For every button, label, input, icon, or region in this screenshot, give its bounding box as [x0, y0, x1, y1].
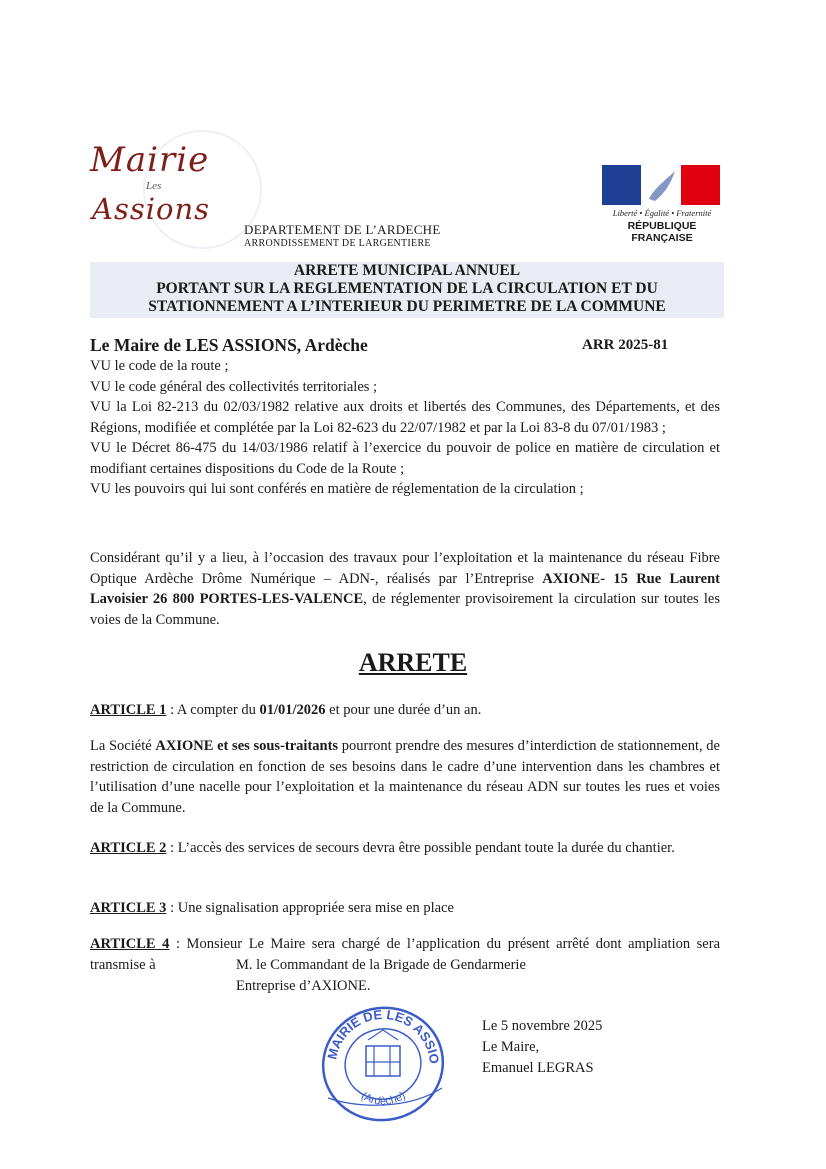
company-name: AXIONE et ses sous-traitants	[155, 738, 339, 754]
mairie-stamp	[318, 1000, 448, 1125]
signature-block	[482, 1016, 602, 1079]
logo-word-mairie: Mairie	[90, 140, 210, 180]
mairie-logo	[88, 140, 211, 235]
recipient: Entreprise d’AXIONE.	[236, 978, 371, 994]
authorization-paragraph	[90, 736, 720, 818]
signature-name: Emanuel LEGRAS	[482, 1060, 594, 1076]
paragraph-text-end: pourront prendre des mesures d’interdiction de stationnement, de restriction de circulation en fonction de ses besoins dans le cadre d’une intervention dans les chambres et l’utilisation d’une nacelle pour l’exploitation et la maintenance du réseau ADN sur toutes les rues et voies de la Commune.	[90, 738, 720, 816]
article-1-text-end: et pour une durée d’un an.	[325, 702, 482, 718]
signature-role: Le Maire,	[482, 1039, 540, 1055]
republic-motto: Liberté • Égalité • Fraternité	[612, 208, 712, 218]
arrondissement-name: ARRONDISSEMENT DE LARGENTIERE	[244, 238, 431, 249]
logo-word-assions: Assions	[92, 192, 211, 226]
article-3-label: ARTICLE 3	[90, 900, 167, 916]
article-1-text: : A compter du	[166, 702, 260, 718]
title-line-1: ARRETE MUNICIPAL ANNUEL	[293, 262, 521, 279]
logo-word-les: Les	[146, 180, 162, 192]
republic-name: RÉPUBLIQUE FRANÇAISE	[627, 220, 697, 244]
decree-heading: ARRETE	[358, 648, 468, 677]
title-line-2: PORTANT SUR LA REGLEMENTATION DE LA CIRCULATION ET DU	[156, 280, 658, 297]
paragraph-text: La Société	[90, 738, 156, 754]
vu-item: VU la Loi 82-213 du 02/03/1982 relative aux droits et libertés des Communes, des Départements, et des Régions, modifiée et complétée par la Loi 82-623 du 22/07/1982 et par la Loi 83-8 du 07/01/1983 ;	[90, 399, 720, 436]
article-3	[90, 898, 720, 919]
vu-item: VU le Décret 86-475 du 14/03/1986 relatif à l’exercice du pouvoir de police en matière de circulation et modifiant certaines dispositions du Code de la Route ;	[90, 440, 720, 477]
recipient: M. le Commandant de la Brigade de Gendarmerie	[236, 957, 526, 973]
article-4-text: : Monsieur Le Maire sera chargé de l’application du présent arrêté dont ampliation sera transmise à	[90, 936, 720, 973]
article-2	[90, 838, 720, 859]
article-1-label: ARTICLE 1	[90, 702, 167, 718]
vu-item: VU les pouvoirs qui lui sont conférés en matière de réglementation de la circulation ;	[90, 481, 584, 497]
title-banner	[90, 262, 724, 318]
stamp-bottom-text: (Ardèche)	[358, 1089, 408, 1108]
signature-date: Le 5 novembre 2025	[482, 1018, 603, 1034]
vu-item: VU le code de la route ;	[90, 358, 229, 374]
mayor-line: Le Maire de LES ASSIONS, Ardèche	[90, 335, 368, 355]
decree-reference: ARR 2025-81	[582, 337, 669, 353]
article-3-text: : Une signalisation appropriée sera mise en place	[166, 900, 454, 916]
article-2-label: ARTICLE 2	[90, 840, 167, 856]
marianne-flag-icon	[602, 165, 720, 205]
stamp-top-text: MAIRIE DE LES ASSIO	[324, 1006, 443, 1065]
republique-francaise-logo	[602, 165, 722, 244]
considering-text: Considérant qu’il y a lieu, à l’occasion des travaux pour l’exploitation et la maintenance du réseau Fibre Optique Ardèche Drôme Numérique – ADN-, réalisés par l’Entreprise	[90, 550, 720, 587]
vu-item: VU le code général des collectivités territoriales ;	[90, 378, 378, 395]
considering-paragraph	[90, 548, 720, 630]
title-line-3: STATIONNEMENT A L’INTERIEUR DU PERIMETRE DE LA COMMUNE	[148, 298, 666, 315]
article-4-label: ARTICLE 4	[90, 936, 170, 952]
considering-text-end: , de réglementer provisoirement la circulation sur toutes les voies de la Commune.	[90, 591, 720, 628]
article-2-text: : L’accès des services de secours devra être possible pendant toute la durée du chantier.	[166, 840, 675, 856]
vu-list	[90, 356, 720, 500]
contractor-address: AXIONE- 15 Rue Laurent Lavoisier 26 800 PORTES-LES-VALENCE	[90, 570, 720, 607]
department-name: DEPARTEMENT DE L’ARDECHE	[244, 222, 441, 237]
start-date: 01/01/2026	[259, 702, 326, 718]
article-1	[90, 700, 720, 721]
